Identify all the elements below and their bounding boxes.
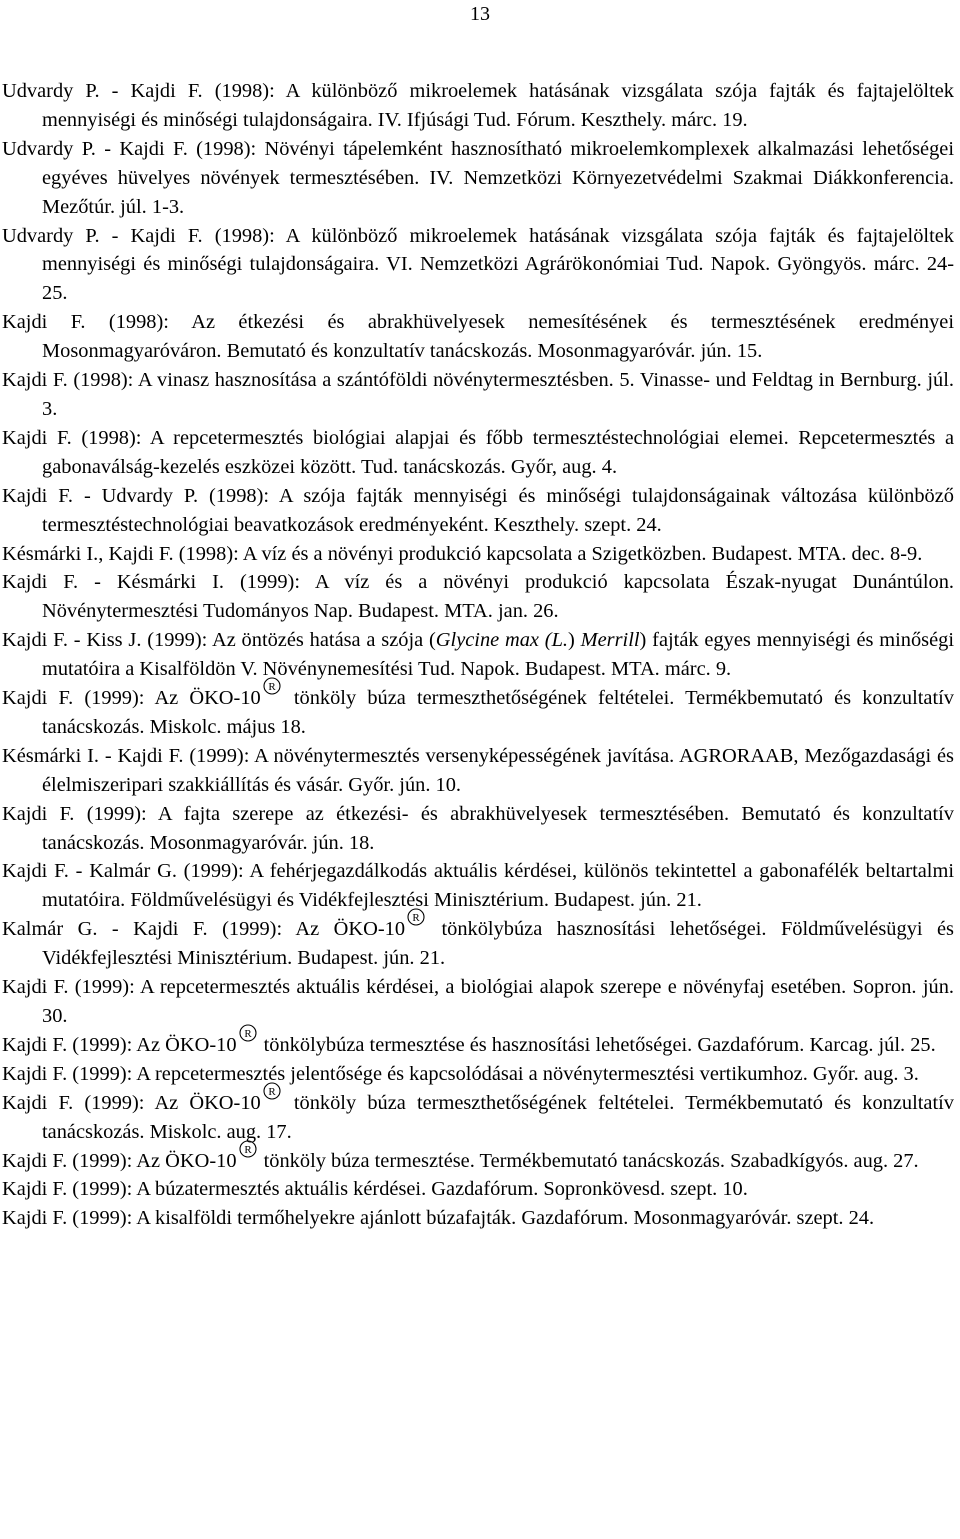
page-number: 13 (470, 3, 490, 25)
reference-item (2, 800, 954, 858)
reference-text: Kajdi F. (1998): Az étkezési és abrakhüvelyesek nemesítésének és termesztésének eredményei Mosonmagyaróváron. Bemutató és konzultatív tanácskozás. Mosonmagyaróvár. jún. 15. (2, 311, 954, 363)
reference-text: Késmárki I., Kajdi F. (1998): A víz és a növényi produkció kapcsolata a Szigetközben. Budapest. MTA. dec. 8-9. (2, 542, 923, 565)
reference-item (2, 912, 954, 973)
reference-text-before: Kajdi F. (1999): Az ÖKO-10 (2, 1149, 237, 1172)
reference-item (2, 482, 954, 540)
reference-text: Kajdi F. (1999): A búzatermesztés aktuális kérdései. Gazdafórum. Sopronkövesd. szept. 10. (2, 1178, 748, 1201)
reference-item (2, 135, 954, 222)
reference-item (2, 366, 954, 424)
reference-text: Kajdi F. (1998): A vinasz hasznosítása a szántóföldi növénytermesztésben. 5. Vinasse- und Feldtag in Bernburg. júl. 3. (2, 369, 954, 420)
reference-text-after: tönköly búza termesztése. Termékbemutató tanácskozás. Szabadkígyós. aug. 27. (258, 1149, 919, 1172)
reference-text-middle: ) (568, 629, 581, 652)
reference-text-after: tönkölybúza hasznosítási lehetőségei. Földművelésügyi és Vidékfejlesztési Minisztérium. Budapest. jún. 21. (42, 918, 954, 970)
reference-text: Udvardy P. - Kajdi F. (1998): Növényi tápelemként hasznosítható mikroelemkomplexek alkalmazási lehetőségei egyéves hüvelyes növények termesztésében. IV. Nemzetközi Környezetvédelmi Szakmai Diákkonferencia. Mezőtúr. júl. 1-3. (2, 137, 954, 218)
reference-text: Udvardy P. - Kajdi F. (1998): A különböző mikroelemek hatásának vizsgálata szója fajták és fajtajelöltek mennyiségi és minőségi tulajdonságaira. VI. Nemzetközi Agrárökonómiai Tud. Napok. Gyöngyös. márc. 24-25. (2, 224, 954, 305)
reference-text-before: Kajdi F. (1999): Az ÖKO-10 (2, 1091, 261, 1114)
svg-text:R: R (412, 912, 420, 925)
reference-item (2, 1175, 954, 1204)
reference-text-after: tönköly búza termeszthetőségének feltételei. Termékbemutató és konzultatív tanácskozás. Miskolc. május 18. (42, 687, 954, 738)
reference-item (2, 1204, 954, 1233)
reference-item (2, 308, 954, 366)
reference-text: Kajdi F. - Udvardy P. (1998): A szója fajták mennyiségi és minőségi tulajdonságainak változása különböző termesztéstechnológiai beavatkozások eredményeként. Keszthely. szept. 24. (2, 484, 954, 536)
reference-list (2, 77, 954, 1233)
reference-text: Udvardy P. - Kajdi F. (1998): A különböző mikroelemek hatásának vizsgálata szója fajták és fajtajelöltek mennyiségi és minőségi tulajdonságaira. IV. Ifjúsági Tud. Fórum. Keszthely. márc. 19. (2, 80, 954, 131)
reference-item (2, 1085, 954, 1147)
reference-item (2, 626, 954, 684)
author-name-italic: Merrill (580, 629, 640, 652)
reference-text-after: tönköly búza termeszthetőségének feltételei. Termékbemutató és konzultatív tanácskozás. Miskolc. aug. 17. (42, 1091, 954, 1143)
registered-trademark-icon (407, 908, 425, 926)
reference-text: Késmárki I. - Kajdi F. (1999): A növénytermesztés versenyképességének javítása. AGRORAAB, Mezőgazdasági és élelmiszeripari szakkiállítás és vásár. Győr. jún. 10. (2, 744, 954, 796)
reference-item (2, 77, 954, 135)
reference-item (2, 1143, 954, 1176)
reference-item (2, 424, 954, 482)
registered-trademark-icon (263, 677, 281, 695)
reference-text: Kajdi F. (1999): A repcetermesztés aktuális kérdései, a biológiai alapok szerepe e növényfaj esetében. Sopron. jún. 30. (2, 976, 954, 1027)
reference-item (2, 742, 954, 800)
reference-text: Kajdi F. (1999): A kisalföldi termőhelyekre ajánlott búzafajták. Gazdafórum. Mosonmagyaróvár. szept. 24. (2, 1207, 875, 1230)
reference-item (2, 540, 954, 569)
reference-text: Kajdi F. - Késmárki I. (1999): A víz és a növényi produkció kapcsolata Észak-nyugat Dunántúlon. Növénytermesztési Tudományos Nap. Budapest. MTA. jan. 26. (2, 571, 954, 623)
reference-text: Kajdi F. (1999): A fajta szerepe az étkezési- és abrakhüvelyesek termesztésében. Bemutató és konzultatív tanácskozás. Mosonmagyaróvár. jún. 18. (2, 802, 954, 854)
svg-text:R: R (268, 1085, 276, 1098)
reference-item (2, 857, 954, 915)
reference-text-after: ) fajták egyes mennyiségi és minőségi mutatóira a Kisalföldön V. Növénynemesítési Tud. Napok. Budapest. MTA. márc. 9. (42, 629, 955, 681)
svg-text:R: R (243, 1027, 252, 1040)
reference-item (2, 222, 954, 309)
reference-text-before: Kajdi F. - Kiss J. (1999): Az öntözés hatása a szója ( (2, 629, 436, 652)
reference-text-before: Kajdi F. (1999): Az ÖKO-10 (2, 1033, 237, 1056)
reference-text-before: Kajdi F. (1999): Az ÖKO-10 (2, 687, 261, 710)
reference-item (2, 568, 954, 626)
svg-text:R: R (268, 681, 276, 694)
reference-text-after: tönkölybúza termesztése és hasznosítási lehetőségei. Gazdafórum. Karcag. júl. 25. (258, 1033, 936, 1056)
reference-item (2, 1060, 954, 1089)
reference-item (2, 973, 954, 1031)
registered-trademark-icon (239, 1140, 257, 1158)
reference-text: Kajdi F. - Kalmár G. (1999): A fehérjegazdálkodás aktuális kérdései, különös tekintettel a gabonafélék beltartalmi mutatóira. Földművelésügyi és Vidékfejlesztési Minisztérium. Budapest. jún. 21. (2, 860, 954, 912)
registered-trademark-icon (263, 1082, 281, 1100)
reference-text: Kajdi F. (1999): A repcetermesztés jelentősége és kapcsolódásai a növénytermesztési vertikumhoz. Győr. aug. 3. (2, 1062, 919, 1085)
reference-text-before: Kalmár G. - Kajdi F. (1999): Az ÖKO-10 (2, 918, 406, 941)
registered-trademark-icon (239, 1024, 257, 1042)
reference-text: Kajdi F. (1998): A repcetermesztés biológiai alapjai és főbb termesztéstechnológiai elemei. Repcetermesztés a gabonaválság-kezelés eszközei között. Tud. tanácskozás. Győr, aug. 4. (2, 426, 954, 478)
reference-item (2, 1027, 954, 1060)
svg-text:R: R (243, 1143, 252, 1156)
reference-item (2, 681, 954, 742)
species-name-italic: Glycine max (L. (435, 629, 569, 652)
